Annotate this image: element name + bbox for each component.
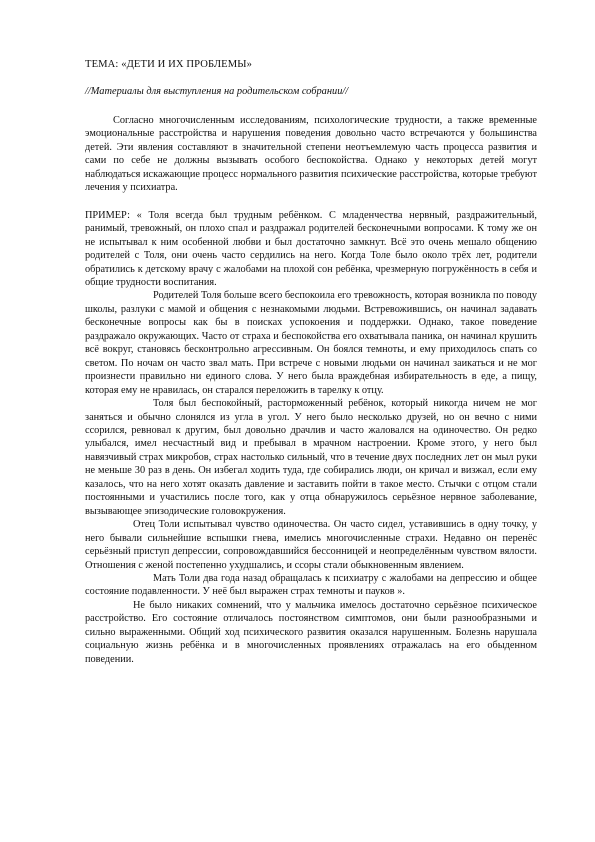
- document-title: ТЕМА: «ДЕТИ И ИХ ПРОБЛЕМЫ»: [85, 59, 252, 70]
- paragraph-mother: Мать Толи два года назад обращалась к психиатру с жалобами на депрессию и общее состояние подавленности. У неё был выражен страх темноты и пауков ».: [85, 572, 537, 598]
- paragraph-father: Отец Толи испытывал чувство одиночества. Он часто сидел, уставившись в одну точку, у него бывали сильнейшие вспышки гнева, имелись многочисленные страхи. Недавно он перенёс серьёзный приступ депрессии, сопровождавшийся бессонницей и неопределённым чувством вялости. Отношения с женой постепенно ухудшались, и ссоры стали обыкновенным явлением.: [85, 519, 537, 571]
- paragraph-intro: Согласно многочисленным исследованиям, психологические трудности, а также временные эмоциональные расстройства и нарушения поведения довольно часто встречаются у большинства детей. Эти явления составляют в значительной степени неотъемлемую часть процесса развития и сами по себе не должны вызывать особого беспокойства. Однако у некоторых детей могут наблюдаться искажающие процесс нормального развития психические расстройства, которые требуют лечения у психиатра.: [85, 115, 537, 194]
- document-subtitle: //Материалы для выступления на родительском собрании//: [85, 86, 349, 97]
- paragraph-behavior: Толя был беспокойный, расторможенный ребёнок, который никогда ничем не мог заняться и обычно слонялся из угла в угол. У него было несколько друзей, но он вечно с ними ссорился, ревновал к другим, был довольно драчлив и часто жаловался на одиночество. Он редко улыбался, имел несчастный вид и пребывал в мрачном настроении. Кроме этого, у него был навязчивый страх микробов, страх настолько сильный, что в течение двух последних лет он мыл руки не меньше 30 раз в день. Он избегал ходить туда, где собирались люди, он кричал и визжал, если ему казалось, что на него хотят оказать давление и заставить пойти в такое место. Стычки с отцом стали постоянными и участились после того, как у отца обнаружилось серьёзное нервное заболевание, вызывающее эпизодические головокружения.: [85, 398, 537, 517]
- paragraph-anxiety: Родителей Толя больше всего беспокоила его тревожность, которая возникла по поводу школы, разлуки с мамой и общения с незнакомыми людьми. Встревожившись, он начинал задавать бесконечные вопросы как бы в поисках успокоения и поддержки. Однако, такое поведение раздражало окружающих. Часто от страха и беспокойства его охватывала паника, он начинал крушить всё вокруг, становясь бесконтрольно агрессивным. Он боялся темноты, и ему приходилось спать со светом. По ночам он часто звал мать. При встрече с новыми людьми он начинал заикаться и не мог произнести правильно ни единого слова. У него была враждебная избирательность в еде, а пищу, которая ему не нравилась, он старался переложить в тарелку к отцу.: [85, 290, 537, 396]
- paragraph-example: ПРИМЕР: « Толя всегда был трудным ребёнком. С младенчества нервный, раздражительный, ранимый, тревожный, он плохо спал и раздражал родителей бесконечными вопросами. К тому же он не испытывал к ним особенной любви и был достаточно замкнут. Всё это очень мешало общению родителей с Толя, они очень часто сердились на него. Когда Толе было около трёх лет, родители обратились к детскому врачу с жалобами на плохой сон ребёнка, чрезмерную погружённость в себя и общие трудности воспитания.: [85, 209, 537, 288]
- paragraph-conclusion: Не было никаких сомнений, что у мальчика имелось достаточно серьёзное психическое расстройство. Его состояние отличалось постоянством симптомов, они были разнообразными и сильно выраженными. Общий ход психического развития оказался нарушенным. Болезнь нарушала социальную жизнь ребёнка и в многочисленных проявлениях отражалась на его обыденном поведении.: [85, 599, 537, 665]
